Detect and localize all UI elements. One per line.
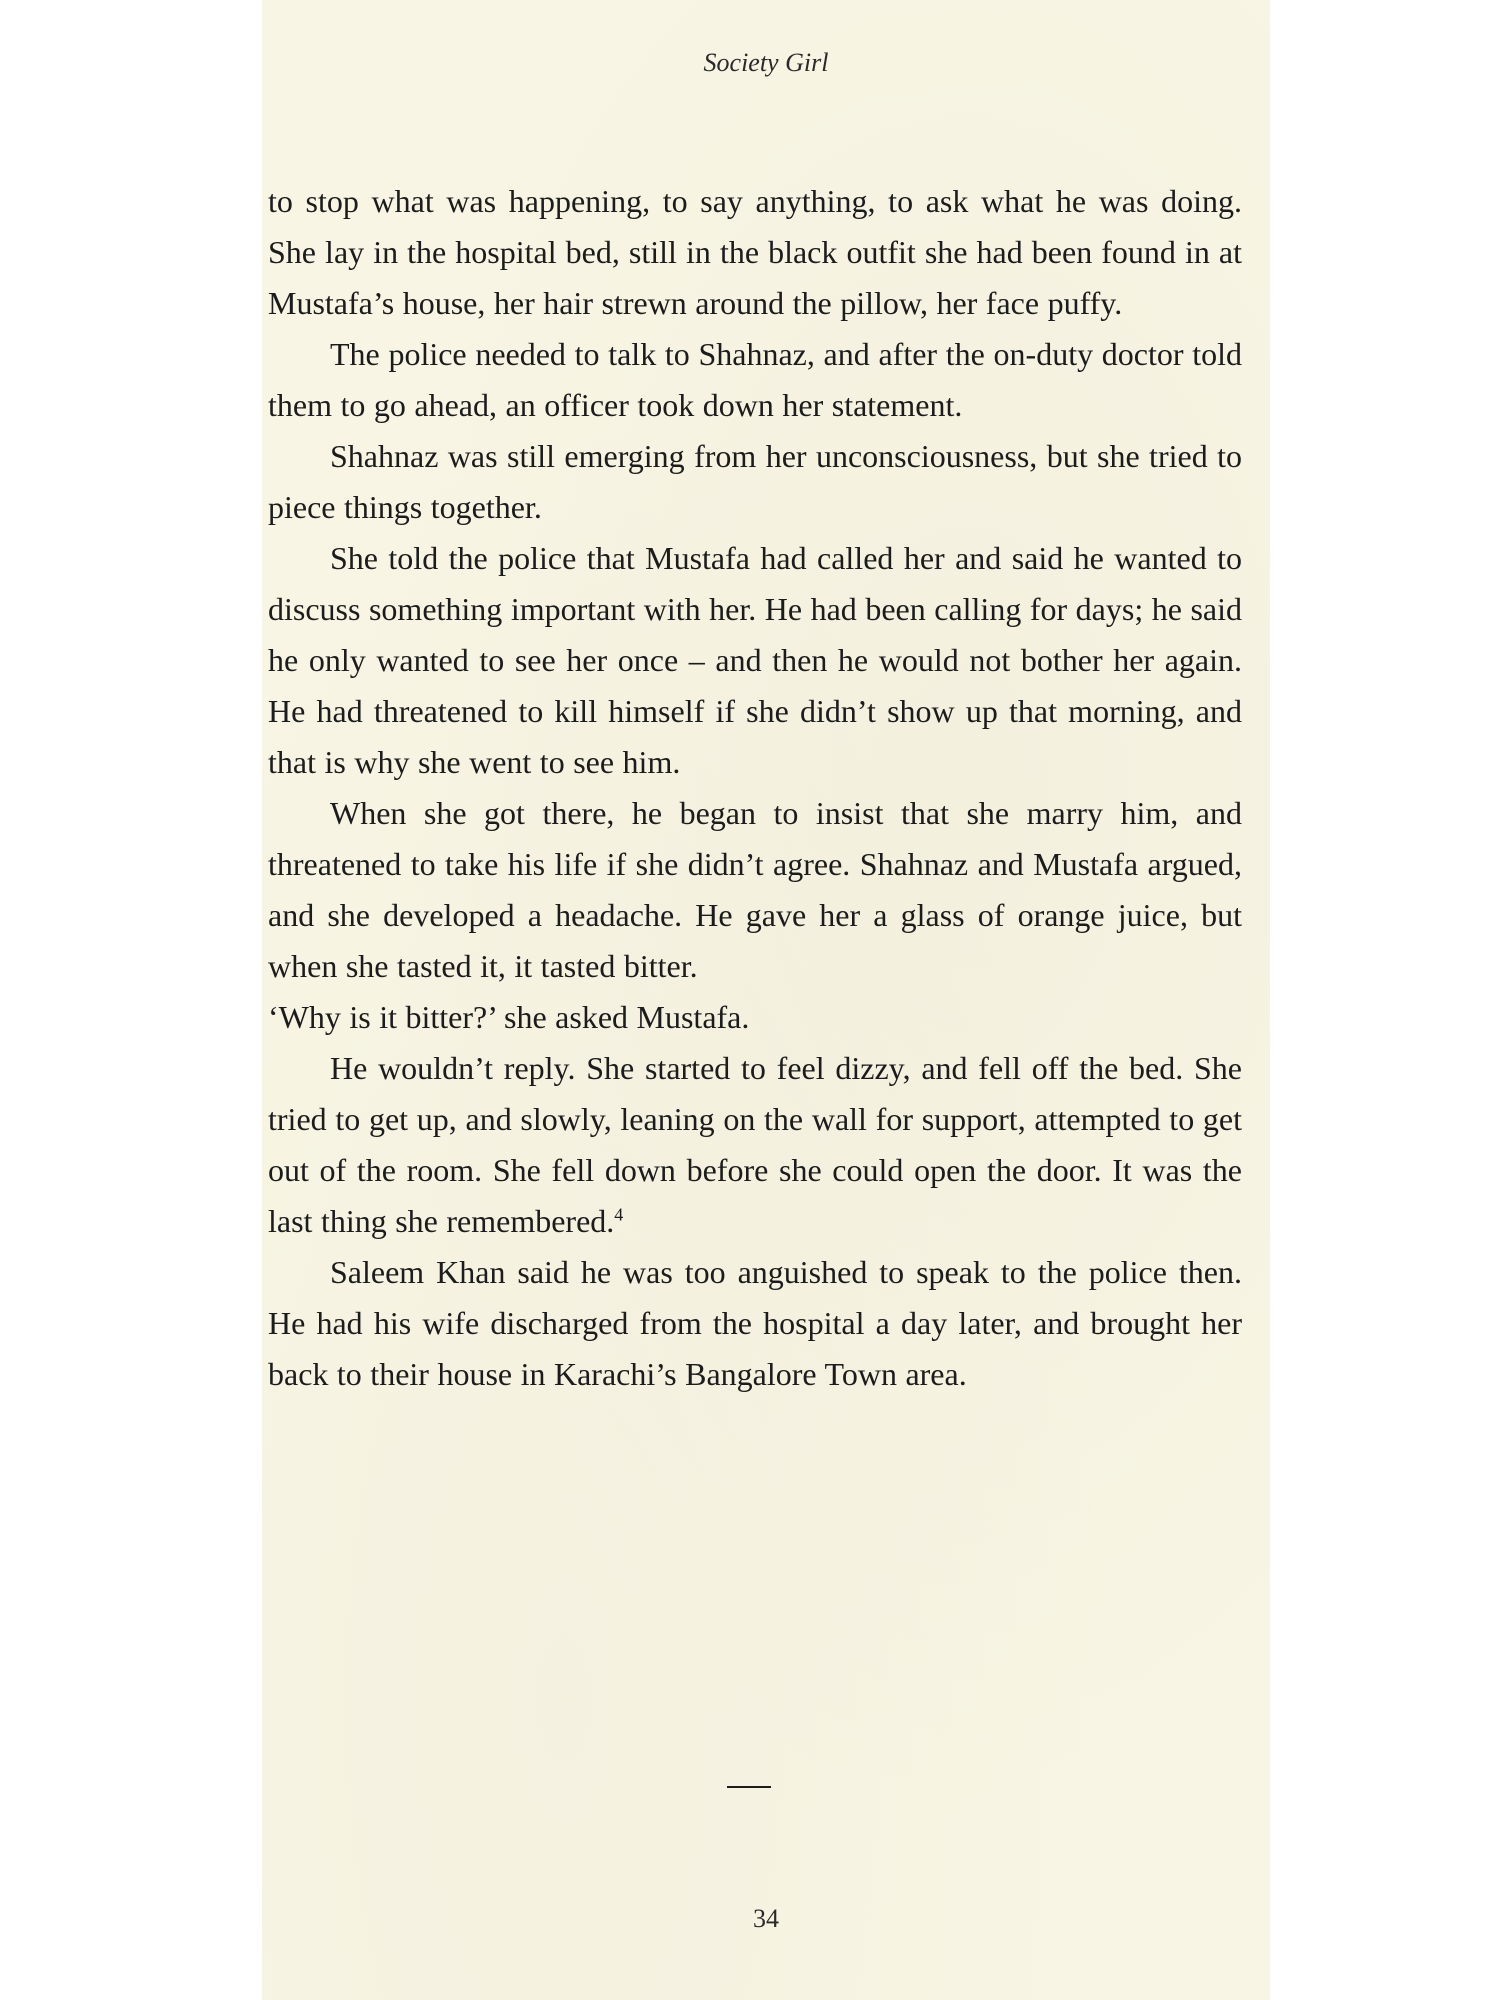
paragraph-police-statement: The police needed to talk to Shahnaz, and after the on-duty doctor told them to go ahead, an officer took down her statement. (268, 336, 1242, 423)
footnote-marker[interactable]: 4 (614, 1204, 624, 1225)
page-number: 34 (753, 1904, 779, 1933)
paragraph-mustafa-called: She told the police that Mustafa had called her and said he wanted to discuss something important with her. He had been calling for days; he said he only wanted to see her once – and then he would not bother her again. He had threatened to kill himself if she didn’t show up that morning, and that is why she went to see him. (268, 540, 1242, 780)
book-page (262, 0, 1270, 2000)
paragraph-orange-juice: When she got there, he began to insist that she marry him, and threatened to take his life if she didn’t agree. Shahnaz and Mustafa argued, and she developed a headache. He gave her a glass of orange juice, but when she tasted it, it tasted bitter. (268, 795, 1242, 984)
paragraph-unconsciousness: Shahnaz was still emerging from her unconsciousness, but she tried to piece things together. (268, 438, 1242, 525)
paragraph-saleem-khan: Saleem Khan said he was too anguished to speak to the police then. He had his wife discharged from the hospital a day later, and brought her back to their house in Karachi’s Bangalore Town area. (268, 1254, 1242, 1392)
section-divider (727, 1786, 771, 1788)
running-head: Society Girl (703, 48, 829, 77)
paragraph-fell-down-text: He wouldn’t reply. She started to feel dizzy, and fell off the bed. She tried to get up, and slowly, leaning on the wall for support, attempted to get out of the room. She fell down before she could open the door. It was the last thing she remembered. (268, 1050, 1242, 1239)
paragraph-fell-down (268, 1043, 1242, 1247)
paragraph-dialogue: ‘Why is it bitter?’ she asked Mustafa. (268, 999, 750, 1035)
paragraph-continuation: to stop what was happening, to say anything, to ask what he was doing. She lay in the hospital bed, still in the black outfit she had been found in at Mustafa’s house, her hair strewn around the pillow, her face puffy. (268, 183, 1242, 321)
body-text (268, 176, 1242, 1400)
